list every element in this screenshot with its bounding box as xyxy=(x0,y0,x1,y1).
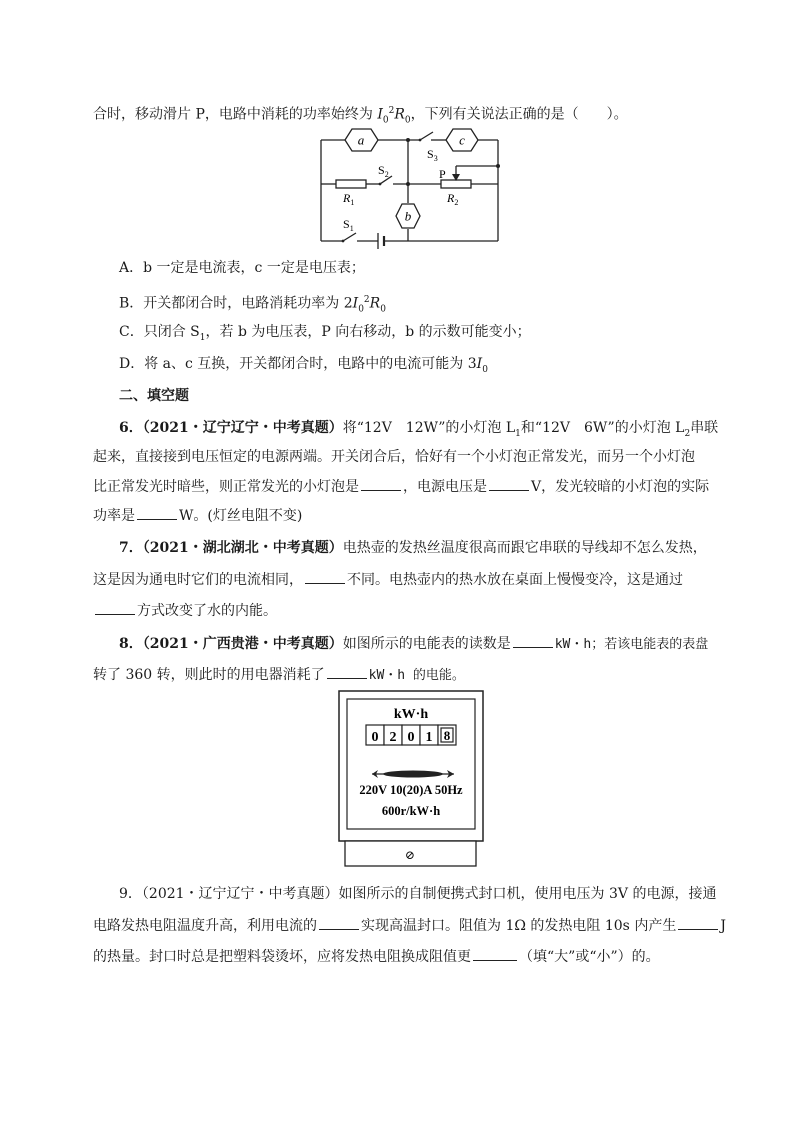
q5-option-c: C．只闭合 $S_1$，若 b 为电压表，P 向右移动，b 的示数可能变小； xyxy=(119,324,531,343)
meter-digit: 1 xyxy=(425,730,433,745)
q6-line4: 功率是 W。(灯丝电阻不变) xyxy=(93,505,302,526)
resistor-r1-label: $R_1$ xyxy=(343,191,355,207)
meter-rate: 600r/kW·h xyxy=(381,804,441,818)
q6-line1: 6．（2021・辽宁辽宁・中考真题）将“12V 12W”的小灯泡 $L_1$和“12V 6W”的小灯泡 $L_2$串联 xyxy=(119,420,719,439)
meter-c-label: c xyxy=(459,132,465,148)
q5-option-d: D．将 a、c 互换，开关都闭合时，电路中的电流可能为 $3I_0$ xyxy=(119,356,488,375)
q7-number: 7． xyxy=(119,540,143,556)
switch-s3-label: $S_3$ xyxy=(427,147,438,163)
meter-b-label: b xyxy=(404,208,412,224)
q7-blank-2[interactable] xyxy=(95,600,135,615)
resistor-r2-label: $R_2$ xyxy=(447,191,459,207)
q6-blank-3[interactable] xyxy=(137,505,177,520)
q6-number: 6． xyxy=(119,420,143,436)
q7-blank-1[interactable] xyxy=(305,569,345,584)
meter-digit: 0 xyxy=(407,730,415,745)
meter-digit-decimal: 8 xyxy=(443,728,451,743)
q9-blank-1[interactable] xyxy=(319,915,359,930)
q9-blank-3[interactable] xyxy=(473,946,517,961)
q6-line2: 起来，直接接到电压恒定的电源两端。开关闭合后，恰好有一个小灯泡正常发光，而另一个小灯泡 xyxy=(93,449,695,465)
q5-stem-a: 合时，移动滑片 P，电路中消耗的功率始终为 xyxy=(93,106,378,123)
meter-digit: 2 xyxy=(389,730,397,745)
q6-line3: 比正常发光时暗些，则正常发光的小灯泡是 ，电源电压是 V，发光较暗的小灯泡的实际 xyxy=(93,476,709,497)
q9-line3: 的热量。封口时总是把塑料袋烫坏，应将发热电阻换成阻值更 （填“大”或“小”）的。 xyxy=(93,946,660,967)
meter-a-label: a xyxy=(357,132,365,148)
meter-spec: 220V 10(20)A 50Hz xyxy=(359,783,463,797)
q5-formula-i: I xyxy=(377,106,383,123)
q5-formula-sub: 0 xyxy=(382,115,389,126)
section-title: 二、填空题 xyxy=(119,388,189,404)
q7-source: （2021・湖北湖北・中考真题） xyxy=(142,540,343,556)
q5-formula-rsub: 0 xyxy=(404,115,411,126)
q5-formula-r: R xyxy=(394,106,405,123)
q7-line3: 方式改变了水的内能。 xyxy=(93,600,277,621)
electricity-meter-figure xyxy=(338,690,486,872)
slider-p-label: P xyxy=(439,167,446,181)
q6-blank-2[interactable] xyxy=(489,476,529,491)
q9-blank-2[interactable] xyxy=(678,915,718,930)
q5-stem-b: ，下列有关说法正确的是（ ）。 xyxy=(410,106,628,123)
q7-line1: 7．（2021・湖北湖北・中考真题）电热壶的发热丝温度很高而跟它串联的导线却不怎么发热， xyxy=(119,540,707,556)
q8-blank-1[interactable] xyxy=(513,633,553,648)
q5-option-a: A．b 一定是电流表，c 一定是电压表； xyxy=(119,260,365,276)
q5-formula-sup: 2 xyxy=(388,106,395,116)
meter-unit: kW·h xyxy=(393,707,429,722)
q8-number: 8． xyxy=(119,636,143,652)
q6-source: （2021・辽宁辽宁・中考真题） xyxy=(142,420,343,436)
circuit-diagram xyxy=(300,120,520,250)
switch-s2-label: $S_2$ xyxy=(378,163,389,179)
q5-option-b: B．开关都闭合时，电路消耗功率为 $2I_0^2R_0$ xyxy=(119,295,386,315)
q9-line1: 9．（2021・辽宁辽宁・中考真题）如图所示的自制便携式封口机，使用电压为 3V 的电源，接通 xyxy=(119,886,717,902)
q8-line1: 8．（2021・广西贵港・中考真题）如图所示的电能表的读数是 kW・h；若该电能表的表盘 xyxy=(119,633,708,655)
q6-blank-1[interactable] xyxy=(361,476,401,491)
q8-blank-2[interactable] xyxy=(327,664,367,679)
meter-digit: 0 xyxy=(371,730,379,745)
q8-source: （2021・广西贵港・中考真题） xyxy=(142,636,343,652)
switch-s1-label: $S_1$ xyxy=(343,217,354,233)
terminal-icon: ⊘ xyxy=(404,848,416,862)
q7-line2: 这是因为通电时它们的电流相同， 不同。电热壶内的热水放在桌面上慢慢变冷，这是通过 xyxy=(93,569,683,590)
q8-line2: 转了 360 转，则此时的用电器消耗了 kW・h 的电能。 xyxy=(93,664,465,686)
q9-line2: 电路发热电阻温度升高，利用电流的 实现高温封口。阻值为 1Ω 的发热电阻 10s 内产生 J xyxy=(93,915,726,936)
